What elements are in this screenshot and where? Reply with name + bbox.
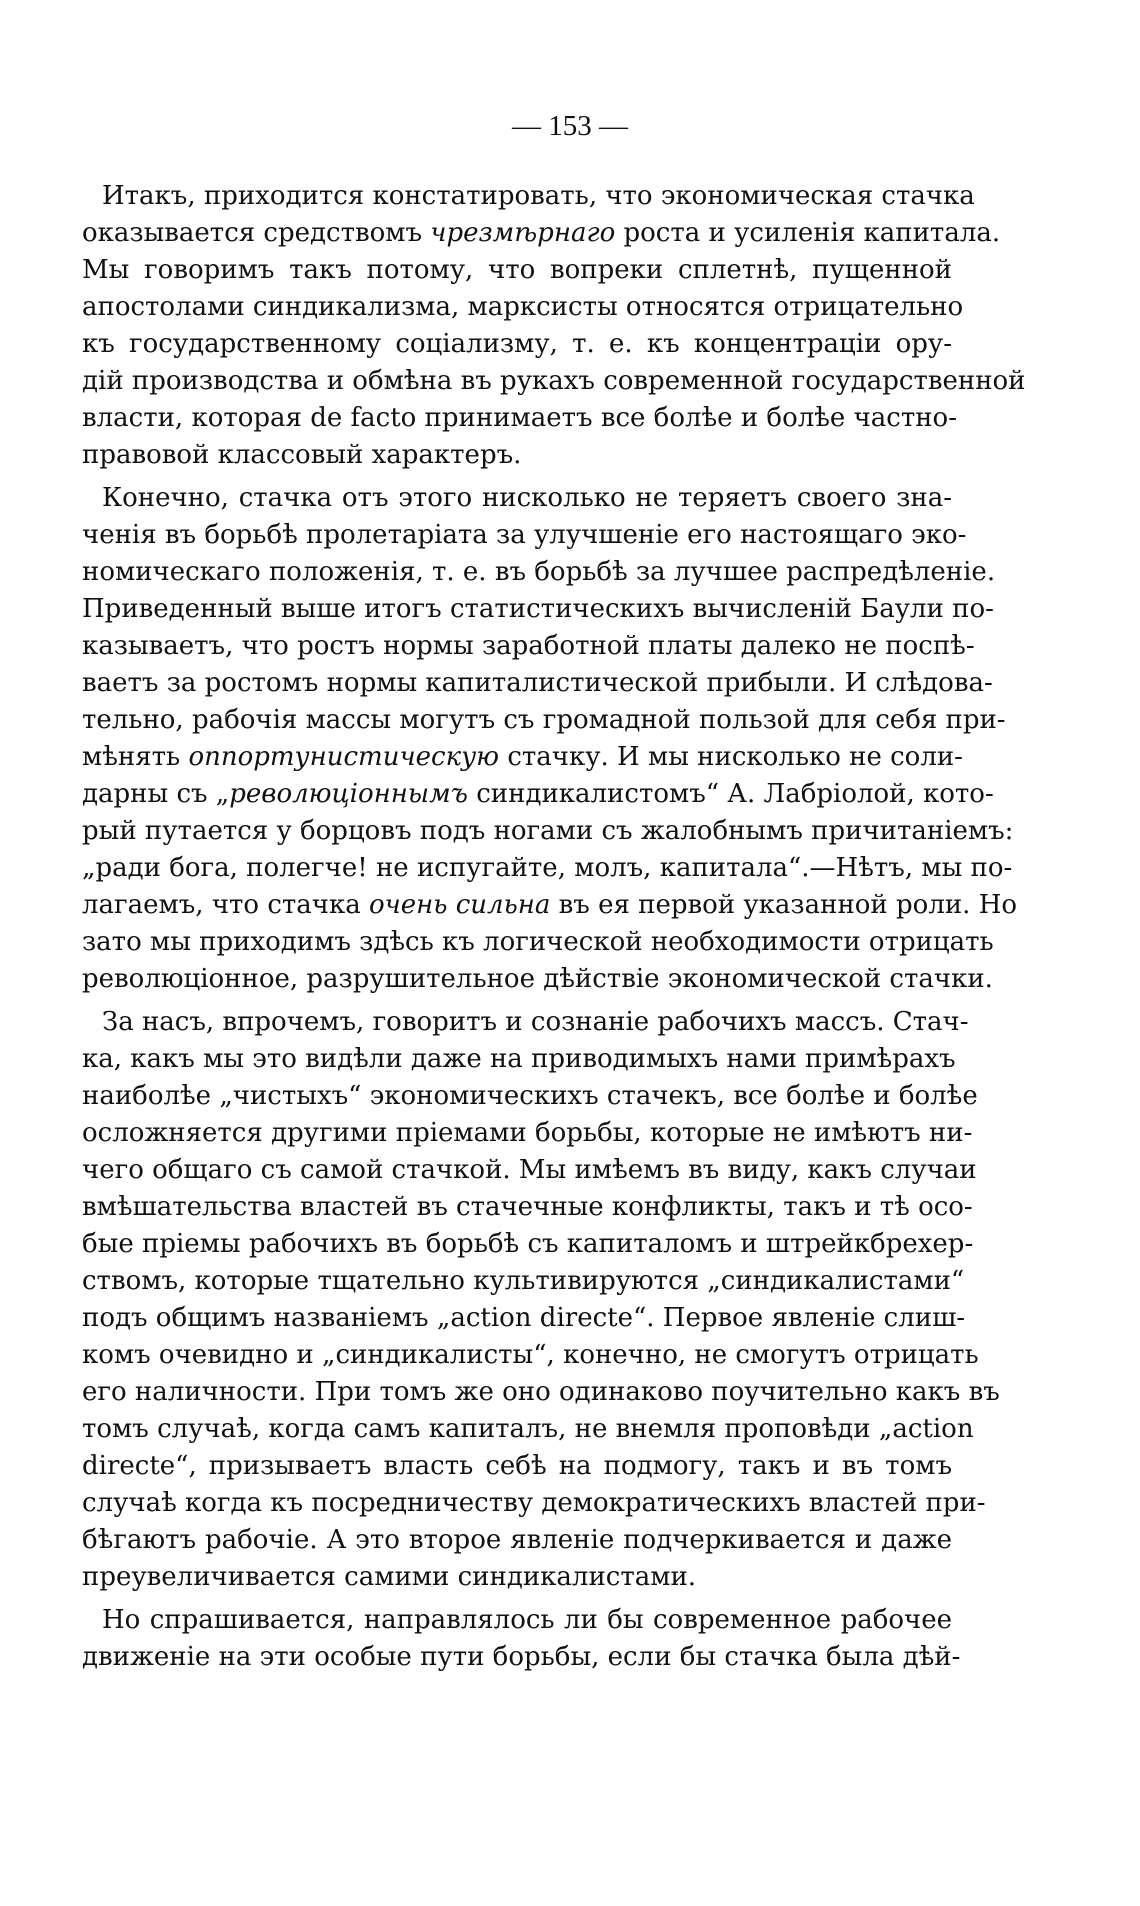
page-number: — 153 — xyxy=(512,110,628,142)
text-line xyxy=(82,1152,977,1189)
text-run: ка, какъ мы это видѣли даже на приводимыхъ нами примѣрахъ xyxy=(82,1044,956,1074)
text-line xyxy=(82,252,952,289)
text-line xyxy=(82,1263,965,1300)
text-line xyxy=(82,1078,978,1115)
text-run: За насъ, впрочемъ, говоритъ и сознаніе рабочихъ массъ. Стач- xyxy=(102,1007,969,1037)
text-line xyxy=(82,628,975,665)
text-line xyxy=(82,961,993,998)
text-line xyxy=(82,924,994,961)
text-line xyxy=(82,1448,952,1485)
text-line xyxy=(82,437,952,474)
text-run: правовой классовый характеръ. xyxy=(82,440,522,470)
text-run: лагаемъ, что стачка xyxy=(82,890,369,920)
text-line xyxy=(82,850,1013,887)
text-run: казываетъ, что ростъ нормы заработной платы далеко не поспѣ- xyxy=(82,631,975,661)
text-run: Мы говоримъ такъ потому, что вопреки сплетнѣ, пущенной xyxy=(82,255,952,285)
text-line xyxy=(82,1559,952,1596)
text-line xyxy=(82,1485,986,1522)
text-run: дій производства и обмѣна въ рукахъ современной государственной xyxy=(82,366,1026,396)
text-line xyxy=(82,554,996,591)
text-run: Приведенный выше итогъ статистическихъ вычисленій Баули по- xyxy=(82,594,994,624)
text-line xyxy=(82,776,994,813)
text-line xyxy=(82,326,952,363)
italic-run: чрезмѣрнаго xyxy=(430,218,616,248)
paragraph xyxy=(82,1602,961,1676)
text-run: движеніе на эти особые пути борьбы, если бы стачка была дѣй- xyxy=(82,1642,961,1672)
text-run: „ради бога, полегче! не испугайте, молъ, капитала“.—Нѣтъ, мы по- xyxy=(82,853,1013,883)
text-run: бѣгаютъ рабочіе. А это второе явленіе подчеркивается и даже xyxy=(82,1525,952,1555)
text-run: оказывается средствомъ xyxy=(82,218,431,248)
text-line xyxy=(82,517,967,554)
text-line xyxy=(82,1004,969,1041)
text-run: подъ общимъ названіемъ „action directe“. Первое явленіе слиш- xyxy=(82,1303,966,1333)
text-run: преувеличивается самими синдикалистами. xyxy=(82,1562,697,1592)
text-run: томъ случаѣ, когда самъ капиталъ, не внемля проповѣди „action xyxy=(82,1414,974,1444)
text-run: къ государственному соціализму, т. е. къ концентраціи ору- xyxy=(82,329,952,359)
paragraph xyxy=(82,480,1018,998)
italic-run: оппортунистическую xyxy=(188,742,500,772)
text-run: мѣнять xyxy=(82,742,189,772)
text-line xyxy=(82,887,1018,924)
text-line xyxy=(82,1115,973,1152)
text-run: ченія въ борьбѣ пролетаріата за улучшеніе его настоящаго эко- xyxy=(82,520,967,550)
text-line xyxy=(82,1041,956,1078)
text-run: номическаго положенія, т. е. въ борьбѣ за лучшее распредѣленіе. xyxy=(82,557,996,587)
text-line xyxy=(82,400,957,437)
text-line xyxy=(82,1374,1000,1411)
text-line xyxy=(82,1337,979,1374)
text-run: случаѣ когда къ посредничеству демократическихъ властей при- xyxy=(82,1488,986,1518)
text-run: синдикалистомъ“ А. Лабріолой, кото- xyxy=(467,779,994,809)
text-run: апостолами синдикализма, марксисты относятся отрицательно xyxy=(82,292,964,322)
text-line xyxy=(82,215,1001,252)
text-run: Итакъ, приходится констатировать, что экономическая стачка xyxy=(102,181,975,211)
text-run: directe“, призываетъ власть себѣ на подмогу, такъ и въ томъ xyxy=(82,1451,952,1481)
text-run: ваетъ за ростомъ нормы капиталистической прибыли. И слѣдова- xyxy=(82,668,993,698)
text-run: въ ея первой указанной роли. Но xyxy=(550,890,1018,920)
text-line xyxy=(82,363,1026,400)
text-run: стачку. И мы нисколько не соли- xyxy=(499,742,963,772)
body-text xyxy=(82,178,1026,1682)
text-line xyxy=(82,1602,952,1639)
text-run: дарны съ „ xyxy=(82,779,230,809)
text-run: зато мы приходимъ здѣсь къ логической необходимости отрицать xyxy=(82,927,994,957)
text-line xyxy=(82,1300,966,1337)
text-run: наиболѣе „чистыхъ“ экономическихъ стачекъ, все болѣе и болѣе xyxy=(82,1081,978,1111)
text-line xyxy=(82,1411,974,1448)
text-run: комъ очевидно и „синдикалисты“, конечно, не смогутъ отрицать xyxy=(82,1340,979,1370)
paragraph xyxy=(82,178,1026,474)
text-line xyxy=(82,702,1006,739)
text-line xyxy=(82,1522,952,1559)
text-run: ствомъ, которые тщательно культивируются „синдикалистами“ xyxy=(82,1266,965,1296)
italic-run: революціоннымъ xyxy=(229,779,468,809)
text-run: революціонное, разрушительное дѣйствіе экономической стачки. xyxy=(82,964,993,994)
text-line xyxy=(82,1639,961,1676)
text-line xyxy=(82,739,963,776)
text-run: Но спрашивается, направлялось ли бы современное рабочее xyxy=(102,1605,952,1635)
text-run: рый путается у борцовъ подъ ногами съ жалобнымъ причитаніемъ: xyxy=(82,816,1014,846)
paragraph xyxy=(82,1004,1000,1596)
text-run: его наличности. При томъ же оно одинаково поучительно какъ въ xyxy=(82,1377,1000,1407)
italic-run: очень сильна xyxy=(368,890,551,920)
text-run: осложняется другими пріемами борьбы, которые не имѣютъ ни- xyxy=(82,1118,973,1148)
text-line xyxy=(82,289,964,326)
text-run: тельно, рабочія массы могутъ съ громадной пользой для себя при- xyxy=(82,705,1006,735)
text-run: роста и усиленія капитала. xyxy=(615,218,1001,248)
text-line xyxy=(82,480,952,517)
text-run: Конечно, стачка отъ этого нисколько не теряетъ своего зна- xyxy=(102,483,952,513)
text-line xyxy=(82,665,993,702)
text-run: бые пріемы рабочихъ въ борьбѣ съ капиталомъ и штрейкбрехер- xyxy=(82,1229,974,1259)
text-run: вмѣшательства властей въ стачечные конфликты, такъ и тѣ осо- xyxy=(82,1192,973,1222)
text-run: власти, которая de facto принимаетъ все болѣе и болѣе частно- xyxy=(82,403,957,433)
text-line xyxy=(82,1226,974,1263)
text-line xyxy=(82,178,975,215)
text-line xyxy=(82,591,994,628)
text-run: чего общаго съ самой стачкой. Мы имѣемъ въ виду, какъ случаи xyxy=(82,1155,977,1185)
text-line xyxy=(82,813,1014,850)
text-line xyxy=(82,1189,973,1226)
